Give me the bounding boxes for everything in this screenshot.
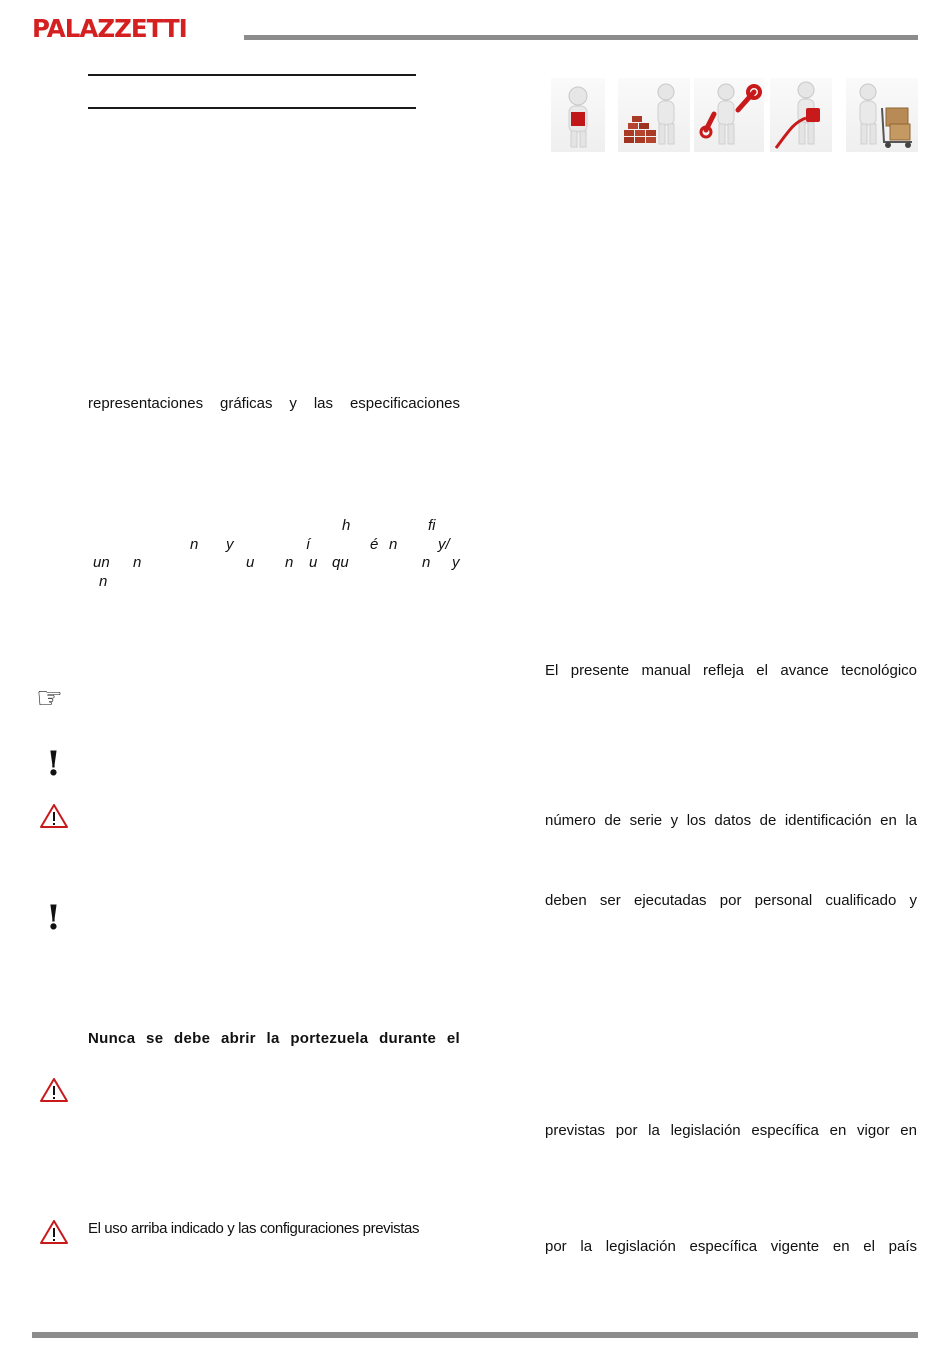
italic-fragment: u	[246, 554, 255, 571]
italic-fragment: fi	[428, 517, 436, 534]
warning-triangle-icon	[39, 803, 69, 834]
warning-triangle-icon	[39, 1077, 69, 1108]
figure-cable	[770, 78, 832, 152]
brand-logo: PALAZZETTI	[32, 14, 187, 43]
section-title-rule-bottom	[88, 107, 416, 109]
right-paragraph-line: por la legislación específica vigente en el país	[545, 1238, 917, 1255]
italic-fragment: y/	[438, 536, 450, 553]
figure-bricks	[618, 78, 690, 152]
right-paragraph-line: El presente manual refleja el avance tecnológico	[545, 662, 917, 679]
right-paragraph-line: deben ser ejecutadas por personal cualificado y	[545, 892, 917, 909]
italic-fragment: í	[306, 536, 311, 553]
italic-fragment: h	[342, 517, 351, 534]
figure-trolley	[846, 78, 918, 152]
italic-fragment: qu	[332, 554, 349, 571]
left-paragraph-line: representaciones gráficas y las especificaciones	[88, 395, 460, 412]
italic-fragment: n	[285, 554, 294, 571]
italic-fragment: y	[452, 554, 460, 571]
footer-rule	[32, 1332, 918, 1338]
header-rule	[244, 35, 918, 40]
figure-wrench	[694, 78, 764, 152]
section-title-rule-top	[88, 74, 416, 76]
pointing-hand-icon: ☞	[36, 681, 63, 716]
italic-fragment: un	[93, 554, 110, 571]
italic-fragment: n	[190, 536, 199, 553]
italic-fragment: é	[370, 536, 379, 553]
exclamation-icon: !	[46, 744, 61, 784]
warning-triangle-icon	[39, 1219, 69, 1250]
right-paragraph-line: número de serie y los datos de identificación en la	[545, 812, 917, 829]
figure-reading-manual	[551, 78, 605, 152]
left-paragraph-line: El uso arriba indicado y las configuraciones previstas	[88, 1220, 420, 1237]
italic-fragment: n	[389, 536, 398, 553]
italic-fragment: u	[309, 554, 318, 571]
exclamation-icon: !	[46, 898, 61, 938]
italic-fragment: n	[133, 554, 142, 571]
italic-fragment: y	[226, 536, 234, 553]
italic-fragment: n	[99, 573, 108, 590]
warning-bold-line: Nunca se debe abrir la portezuela durante el	[88, 1030, 460, 1047]
italic-fragment: n	[422, 554, 431, 571]
right-paragraph-line: previstas por la legislación específica en vigor en	[545, 1122, 917, 1139]
